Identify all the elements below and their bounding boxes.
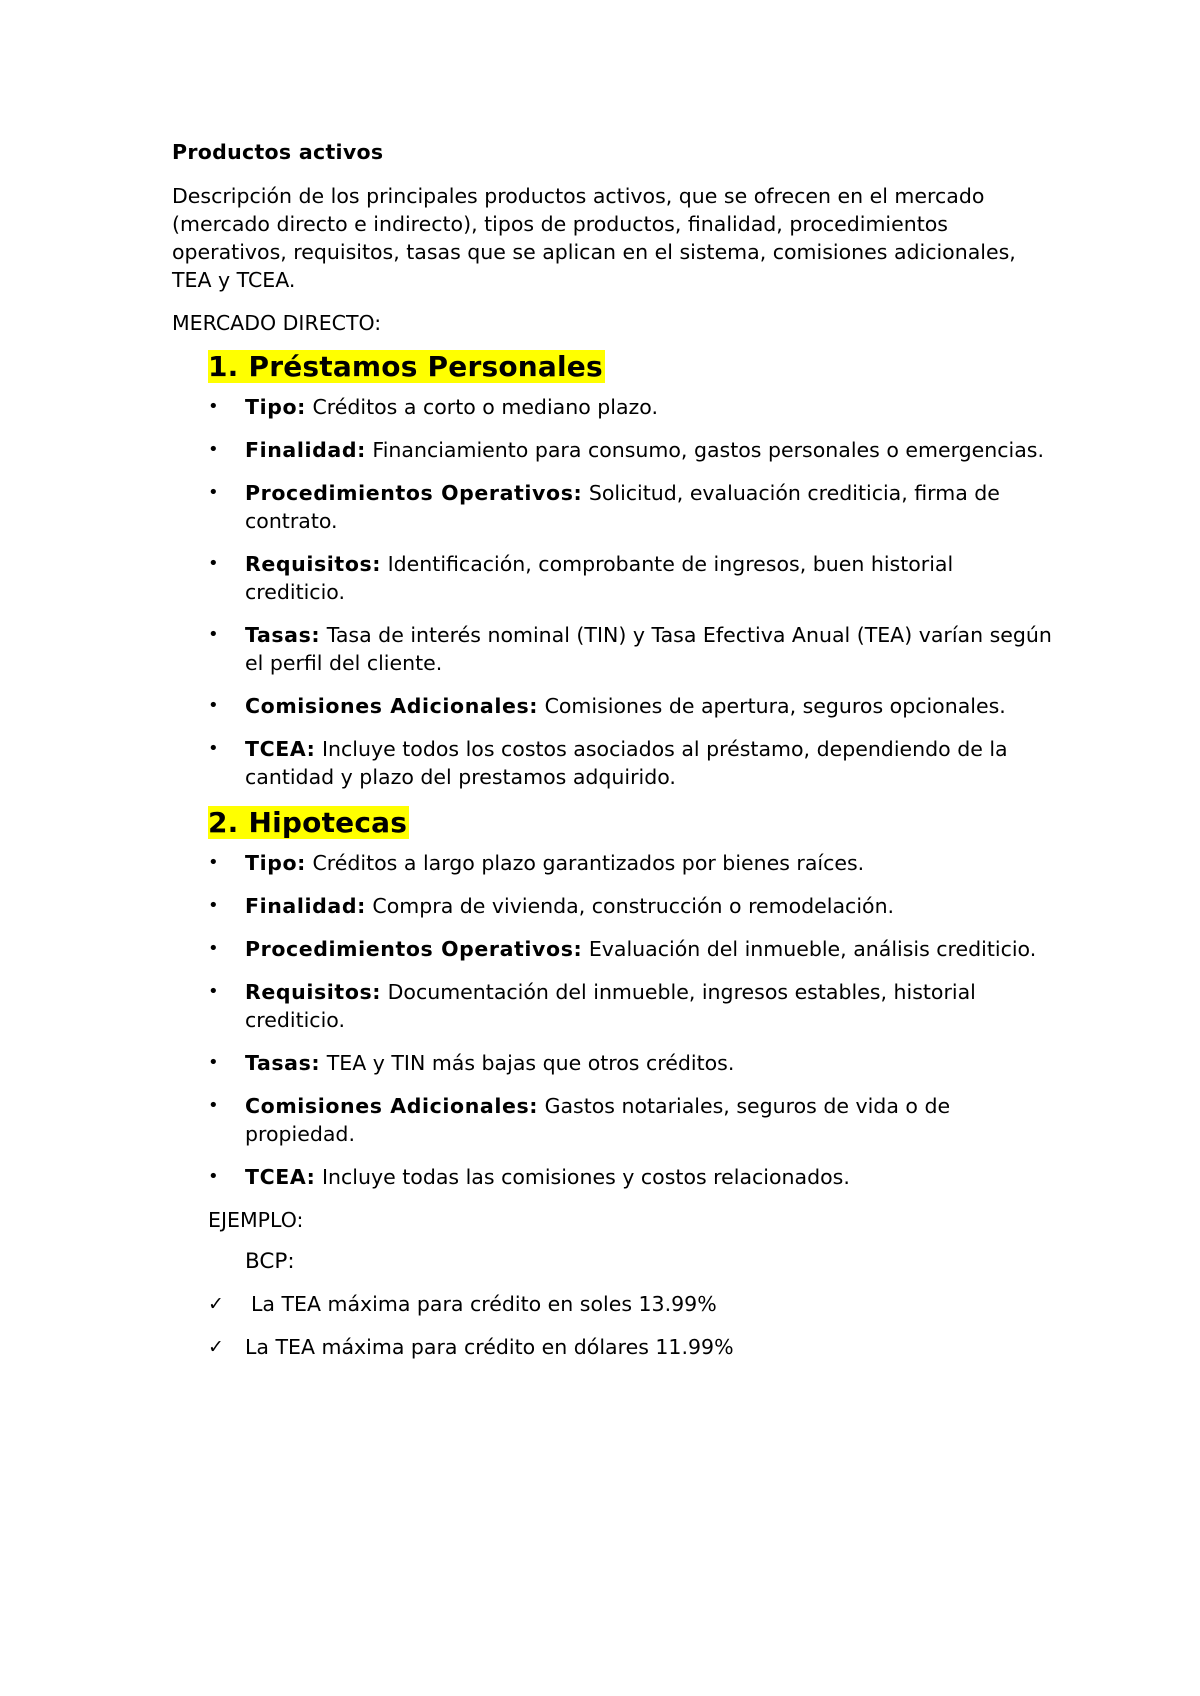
list-item xyxy=(172,892,1052,920)
list-item xyxy=(172,935,1052,963)
list-item xyxy=(172,621,1052,677)
bullet-icon: • xyxy=(208,396,219,417)
item-text: Financiamiento para consumo, gastos personales o emergencias. xyxy=(365,438,1044,462)
bullet-icon: • xyxy=(208,852,219,873)
bullet-icon: • xyxy=(208,738,219,759)
bullet-icon: • xyxy=(208,553,219,574)
item-text: Gastos notariales, seguros de vida o de propiedad. xyxy=(245,1094,951,1146)
bullet-icon: • xyxy=(208,1095,219,1116)
bullet-icon: • xyxy=(208,938,219,959)
bullet-icon: • xyxy=(208,482,219,503)
highlighted-heading-text: 2. Hipotecas xyxy=(208,806,408,839)
checkmark-icon: ✓ xyxy=(208,1293,224,1315)
item-label: TCEA: xyxy=(245,737,316,761)
highlighted-heading-text: 1. Préstamos Personales xyxy=(208,350,603,383)
document-page xyxy=(172,138,1052,1376)
item-label: Procedimientos Operativos: xyxy=(245,481,583,505)
item-label: Tasas: xyxy=(245,1051,321,1075)
item-text: Solicitud, evaluación crediticia, firma de contrato. xyxy=(245,481,1000,533)
example-label: EJEMPLO: xyxy=(208,1208,304,1232)
document-title: Productos activos xyxy=(172,140,384,164)
item-label: Requisitos: xyxy=(245,980,382,1004)
bullet-icon: • xyxy=(208,624,219,645)
section-heading-hipotecas xyxy=(208,803,1052,843)
check-item xyxy=(172,1290,1052,1318)
bullet-icon: • xyxy=(208,439,219,460)
bullet-icon: • xyxy=(208,1052,219,1073)
item-text: Créditos a largo plazo garantizados por bienes raíces. xyxy=(305,851,865,875)
check-item-text: La TEA máxima para crédito en soles 13.99% xyxy=(251,1292,717,1316)
list-item xyxy=(172,393,1052,421)
item-text: Comisiones de apertura, seguros opcionales. xyxy=(538,694,1006,718)
list-item xyxy=(172,692,1052,720)
rate-checklist xyxy=(172,1290,1052,1361)
list-item xyxy=(172,550,1052,606)
list-item xyxy=(172,479,1052,535)
bank-name: BCP: xyxy=(245,1249,295,1274)
item-label: Tasas: xyxy=(245,623,321,647)
market-label: MERCADO DIRECTO: xyxy=(172,311,382,335)
item-text: TEA y TIN más bajas que otros créditos. xyxy=(320,1051,735,1075)
bullet-icon: • xyxy=(208,695,219,716)
list-item xyxy=(172,978,1052,1034)
item-label: Procedimientos Operativos: xyxy=(245,937,583,961)
check-item-text: La TEA máxima para crédito en dólares 11.99% xyxy=(245,1335,734,1359)
item-label: Requisitos: xyxy=(245,552,382,576)
section-list-hipotecas xyxy=(172,849,1052,1191)
item-text: Incluye todas las comisiones y costos relacionados. xyxy=(315,1165,850,1189)
intro-paragraph: Descripción de los principales productos activos, que se ofrecen en el mercado (mercado directo e indirecto), tipos de productos, finalidad, procedimientos operativos, requisitos, tasas que se aplican en el sistema, comisiones adicionales, TEA y TCEA. xyxy=(172,184,1016,292)
item-label: TCEA: xyxy=(245,1165,316,1189)
item-text: Compra de vivienda, construcción o remodelación. xyxy=(365,894,895,918)
list-item xyxy=(172,1163,1052,1191)
item-text: Créditos a corto o mediano plazo. xyxy=(305,395,658,419)
check-item xyxy=(172,1333,1052,1361)
item-label: Comisiones Adicionales: xyxy=(245,1094,539,1118)
item-label: Tipo: xyxy=(245,851,306,875)
item-text: Identificación, comprobante de ingresos, buen historial crediticio. xyxy=(245,552,954,604)
item-text: Documentación del inmueble, ingresos estables, historial crediticio. xyxy=(245,980,976,1032)
list-item xyxy=(172,1092,1052,1148)
list-item xyxy=(172,735,1052,791)
item-label: Tipo: xyxy=(245,395,306,419)
section-list-prestamos xyxy=(172,393,1052,791)
list-item xyxy=(172,436,1052,464)
item-text: Incluye todos los costos asociados al préstamo, dependiendo de la cantidad y plazo del prestamos adquirido. xyxy=(245,737,1008,789)
bullet-icon: • xyxy=(208,981,219,1002)
list-item xyxy=(172,849,1052,877)
bullet-icon: • xyxy=(208,1166,219,1187)
bullet-icon: • xyxy=(208,895,219,916)
section-heading-prestamos xyxy=(208,347,1052,387)
item-label: Finalidad: xyxy=(245,438,366,462)
item-text: Tasa de interés nominal (TIN) y Tasa Efectiva Anual (TEA) varían según el perfil del cliente. xyxy=(245,623,1052,675)
list-item xyxy=(172,1049,1052,1077)
item-label: Finalidad: xyxy=(245,894,366,918)
item-text: Evaluación del inmueble, análisis crediticio. xyxy=(582,937,1037,961)
checkmark-icon: ✓ xyxy=(208,1336,224,1358)
item-label: Comisiones Adicionales: xyxy=(245,694,539,718)
